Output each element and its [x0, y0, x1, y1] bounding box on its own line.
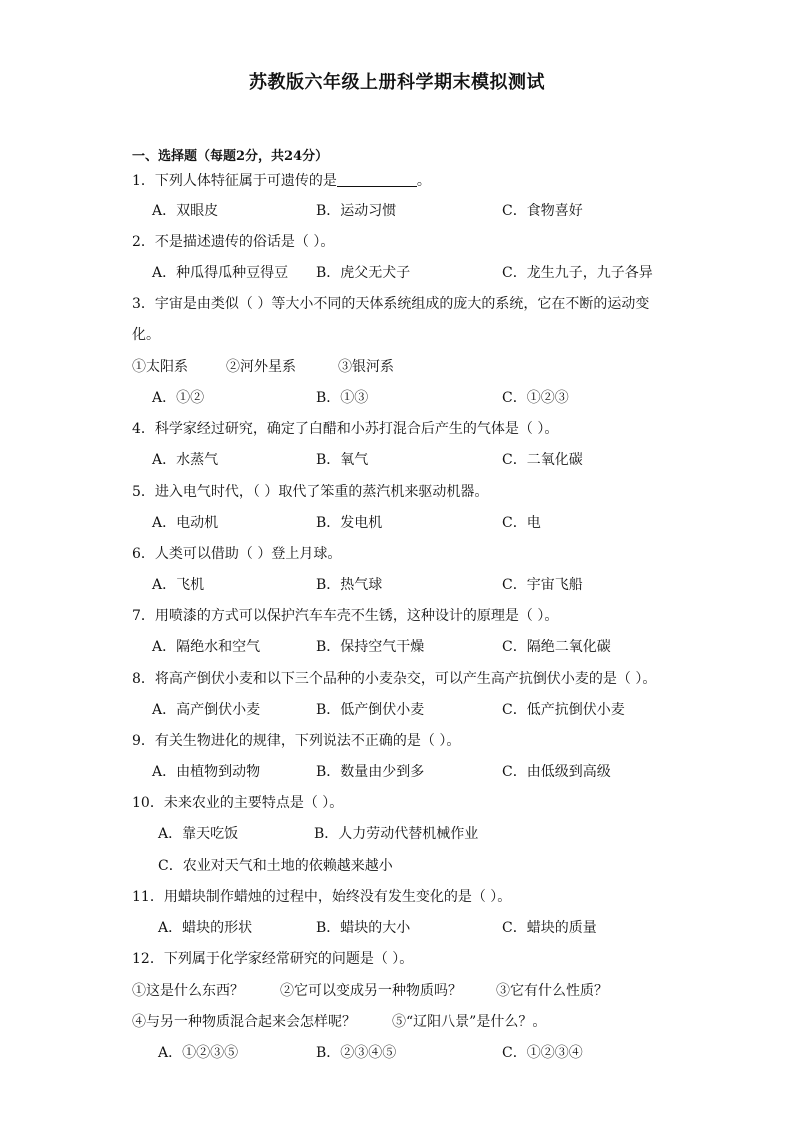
q6-option-b: B．热气球	[316, 577, 383, 593]
question-1-stem: 1．下列人体特征属于可遗传的是	[132, 173, 337, 189]
answer-blank	[337, 172, 417, 187]
q12-option-a: A．①②③⑤	[158, 1045, 239, 1061]
q10-option-b: B．人力劳动代替机械作业	[314, 826, 479, 842]
q12-item-2: ②它可以变成另一种物质吗？	[280, 983, 462, 999]
q9-option-a: A．由植物到动物	[152, 764, 261, 780]
q12-option-b: B．②③④⑤	[316, 1045, 397, 1061]
q2-option-a: A．种瓜得瓜种豆得豆	[152, 265, 289, 281]
q3-item-2: ②河外星系	[226, 359, 296, 375]
page-title: 苏教版六年级上册科学期末模拟测试	[249, 72, 545, 93]
q12-item-1: ①这是什么东西？	[132, 983, 244, 999]
q11-option-b: B．蜡块的大小	[316, 920, 411, 936]
q5-option-b: B．发电机	[316, 515, 383, 531]
question-7: 7．用喷漆的方式可以保护汽车车壳不生锈，这种设计的原理是（ ）。	[132, 608, 559, 624]
q11-option-a: A．蜡块的形状	[158, 920, 253, 936]
q7-option-a: A．隔绝水和空气	[152, 639, 261, 655]
q6-option-a: A．飞机	[152, 577, 205, 593]
q8-option-a: A．高产倒伏小麦	[152, 702, 261, 718]
q3-item-1: ①太阳系	[132, 359, 188, 375]
question-10: 10．未来农业的主要特点是（ ）。	[132, 795, 344, 811]
q3-option-a: A．①②	[152, 390, 205, 406]
question-11: 11．用蜡块制作蜡烛的过程中，始终没有发生变化的是（ ）。	[132, 889, 512, 905]
q4-option-c: C．二氧化碳	[502, 452, 583, 468]
question-2: 2．不是描述遗传的俗话是（ ）。	[132, 234, 335, 250]
q2-option-b: B．虎父无犬子	[316, 265, 411, 281]
q7-option-c: C．隔绝二氧化碳	[502, 639, 611, 655]
q4-option-a: A．水蒸气	[152, 452, 219, 468]
q12-item-3: ③它有什么性质？	[496, 983, 608, 999]
q4-option-b: B．氧气	[316, 452, 369, 468]
q6-option-c: C．宇宙飞船	[502, 577, 583, 593]
question-1	[132, 171, 431, 191]
question-8: 8．将高产倒伏小麦和以下三个品种的小麦杂交，可以产生高产抗倒伏小麦的是（ ）。	[132, 671, 657, 687]
q7-option-b: B．保持空气干燥	[316, 639, 425, 655]
question-3: 3．宇宙是由类似（ ）等大小不同的天体系统组成的庞大的系统，它在不断的运动变	[132, 296, 650, 312]
question-4: 4．科学家经过研究，确定了白醋和小苏打混合后产生的气体是（ ）。	[132, 421, 559, 437]
q3-option-b: B．①③	[316, 390, 369, 406]
q1-option-c: C．食物喜好	[502, 203, 583, 219]
q11-option-c: C．蜡块的质量	[502, 920, 597, 936]
q3-option-c: C．①②③	[502, 390, 569, 406]
q1-option-b: B．运动习惯	[316, 203, 397, 219]
question-12: 12．下列属于化学家经常研究的问题是（ ）。	[132, 951, 414, 967]
question-6: 6．人类可以借助（ ）登上月球。	[132, 546, 342, 562]
q10-option-c: C．农业对天气和土地的依赖越来越小	[158, 858, 393, 874]
question-9: 9．有关生物进化的规律，下列说法不正确的是（ ）。	[132, 733, 461, 749]
section-heading: 一、选择题（每题2分，共24分）	[132, 149, 329, 164]
q10-option-a: A．靠天吃饭	[158, 826, 239, 842]
q2-option-c: C．龙生九子，九子各异	[502, 265, 653, 281]
q9-option-c: C．由低级到高级	[502, 764, 611, 780]
q5-option-c: C．电	[502, 515, 541, 531]
q5-option-a: A．电动机	[152, 515, 219, 531]
q1-option-a: A．双眼皮	[152, 203, 219, 219]
q3-item-3: ③银河系	[338, 359, 394, 375]
q8-option-b: B．低产倒伏小麦	[316, 702, 425, 718]
q12-item-5: ⑤“辽阳八景”是什么？。	[392, 1014, 547, 1030]
question-1-stem-end: 。	[416, 173, 431, 189]
question-3-cont: 化。	[132, 327, 160, 343]
q12-item-4: ④与另一种物质混合起来会怎样呢？	[132, 1014, 356, 1030]
q12-option-c: C．①②③④	[502, 1045, 583, 1061]
question-5: 5．进入电气时代，（ ）取代了笨重的蒸汽机来驱动机器。	[132, 484, 489, 500]
q8-option-c: C．低产抗倒伏小麦	[502, 702, 625, 718]
q9-option-b: B．数量由少到多	[316, 764, 425, 780]
